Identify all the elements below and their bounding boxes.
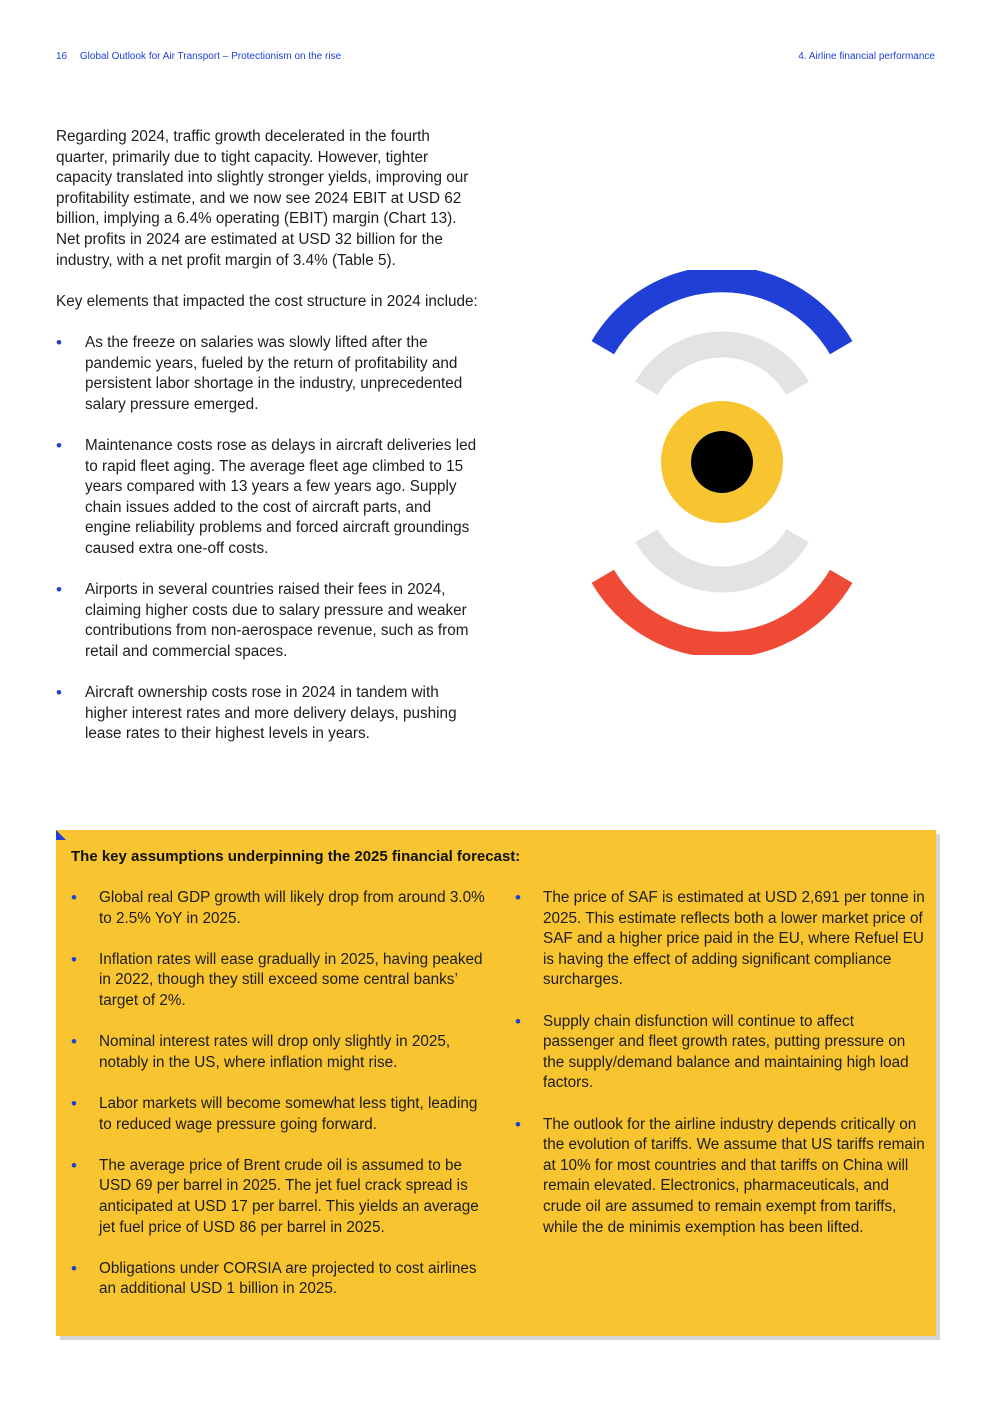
- page-number: 16: [56, 51, 68, 62]
- list-item: • The outlook for the airline industry depends critically on the evolution of tariffs. We assume that US tariffs remain at 10% for most countries and that tariffs on China will remain elevated. Electronics, pharmaceuticals, and crude oil are assumed to remain exempt from tariffs, while the de minimis exemption has been lifted.: [515, 1115, 927, 1239]
- list-item: • Aircraft ownership costs rose in 2024 in tandem with higher interest rates and more delivery delays, pushing lease rates to their highest levels in years.: [56, 683, 481, 745]
- running-header: [56, 51, 341, 62]
- assumptions-left-column: [71, 888, 491, 1320]
- gray-bottom-arc: [647, 536, 798, 580]
- list-item: • Inflation rates will ease gradually in 2025, having peaked in 2022, though they still exceed some central banks’ target of 2%.: [71, 950, 491, 1012]
- list-item: • The price of SAF is estimated at USD 2,691 per tonne in 2025. This estimate reflects both a lower market price of SAF and a higher price paid in the EU, where Refuel EU is having the effect of adding significant compliance surcharges.: [515, 888, 927, 991]
- black-center: [691, 431, 753, 493]
- main-text-column: [56, 127, 481, 765]
- decorative-target-graphic: [582, 270, 862, 655]
- list-item: • Labor markets will become somewhat less tight, leading to reduced wage pressure going forward.: [71, 1094, 491, 1135]
- list-item: • Maintenance costs rose as delays in aircraft deliveries led to rapid fleet aging. The average fleet age climbed to 15 years compared with 13 years a few years ago. Supply chain issues added to the cost of aircraft parts, and engine reliability problems and forced aircraft groundings caused extra one-off costs.: [56, 436, 481, 560]
- gray-top-arc: [647, 345, 798, 389]
- document-title: Global Outlook for Air Transport – Protectionism on the rise: [79, 51, 342, 62]
- intro-paragraph: Regarding 2024, traffic growth decelerated in the fourth quarter, primarily due to tight capacity. However, tighter capacity translated into slightly stronger yields, improving our profitability estimate, and we now see 2024 EBIT at USD 62 billion, implying a 6.4% operating (EBIT) margin (Chart 13). Net profits in 2024 are estimated at USD 32 billion for the industry, with a net profit margin of 3.4% (Table 5).: [56, 128, 469, 269]
- cost-bullet-list: [56, 333, 481, 745]
- cost-intro-paragraph: Key elements that impacted the cost structure in 2024 include:: [56, 292, 478, 310]
- list-item: • Airports in several countries raised their fees in 2024, claiming higher costs due to salary pressure and weaker contributions from non-aerospace revenue, such as from retail and commercial spaces.: [56, 580, 481, 662]
- list-item: • Nominal interest rates will drop only slightly in 2025, notably in the US, where inflation might rise.: [71, 1032, 491, 1073]
- list-item: • Global real GDP growth will likely drop from around 3.0% to 2.5% YoY in 2025.: [71, 888, 491, 929]
- corner-marker: [56, 830, 66, 840]
- assumptions-title: The key assumptions underpinning the 2025 financial forecast:: [71, 848, 521, 865]
- list-item: • Obligations under CORSIA are projected to cost airlines an additional USD 1 billion in 2025.: [71, 1259, 491, 1300]
- section-title: 4. Airline financial performance: [798, 51, 935, 62]
- list-item: • Supply chain disfunction will continue to affect passenger and fleet growth rates, putting pressure on the supply/demand balance and maintaining high load factors.: [515, 1012, 927, 1094]
- list-item: • The average price of Brent crude oil is assumed to be USD 69 per barrel in 2025. The jet fuel crack spread is anticipated at USD 17 per barrel. This yields an average jet fuel price of USD 86 per barrel in 2025.: [71, 1156, 491, 1238]
- list-item: • As the freeze on salaries was slowly lifted after the pandemic years, fueled by the return of profitability and persistent labor shortage in the industry, unprecedented salary pressure emerged.: [56, 333, 481, 415]
- assumptions-box: [56, 830, 936, 1336]
- assumptions-right-column: [515, 888, 927, 1259]
